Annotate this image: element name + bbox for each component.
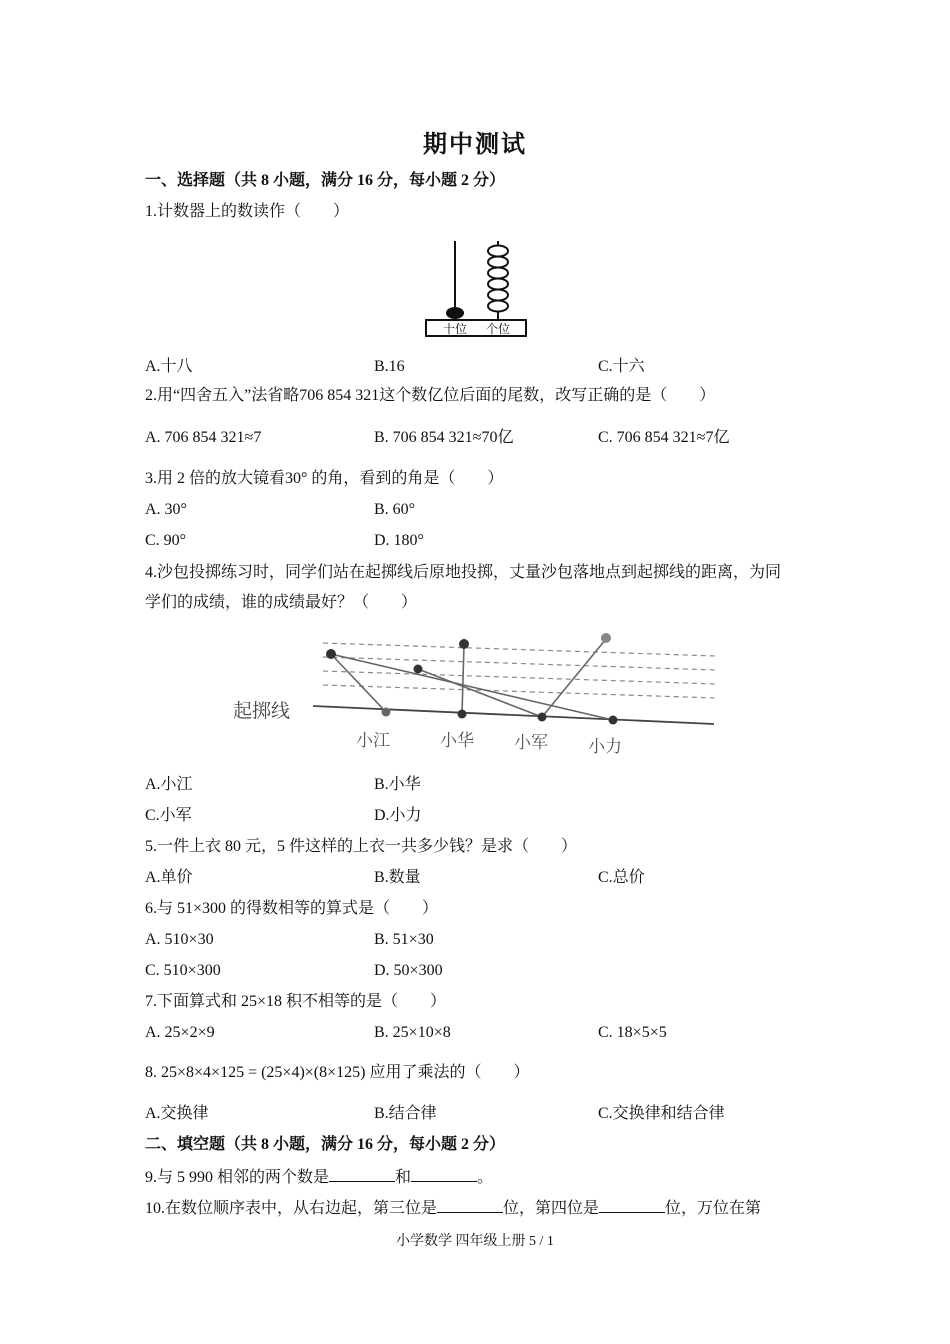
q3-option-c: C. 90° bbox=[145, 532, 187, 549]
question-2-stem: 2.用“四舍五入”法省略706 854 321这个数亿位后面的尾数，改写正确的是（ ） bbox=[145, 387, 716, 404]
question-8-stem: 8. 25×8×4×125 = (25×4)×(8×125) 应用了乘法的（ ） bbox=[145, 1064, 530, 1081]
page-footer: 小学数学 四年级上册 5 / 1 bbox=[396, 1234, 554, 1249]
throw-line-label: 起掷线 bbox=[233, 700, 291, 722]
abacus-bead-ones bbox=[488, 279, 508, 290]
q5-option-c: C.总价 bbox=[598, 869, 645, 886]
section1-heading: 一、选择题（共 8 小题，满分 16 分，每小题 2 分） bbox=[145, 172, 506, 189]
question-3-stem: 3.用 2 倍的放大镜看30° 的角，看到的角是（ ） bbox=[145, 470, 504, 487]
q7-option-a: A. 25×2×9 bbox=[145, 1024, 215, 1041]
throw-origin-xiaoli bbox=[609, 716, 618, 725]
q4-option-c: C.小军 bbox=[145, 807, 192, 824]
throw-line bbox=[313, 706, 714, 724]
page-title: 期中测试 bbox=[423, 132, 527, 158]
landing-point-xiaojun bbox=[601, 633, 611, 643]
answer-blank[interactable] bbox=[411, 1165, 477, 1182]
question-10-text-a: 10.在数位顺序表中，从右边起，第三位是 bbox=[145, 1200, 438, 1217]
abacus-label-ones: 个位 bbox=[485, 322, 511, 336]
abacus-figure bbox=[420, 236, 532, 340]
question-9 bbox=[145, 1165, 493, 1189]
q6-option-b: B. 51×30 bbox=[374, 931, 434, 948]
throw-origin-xiaojun bbox=[538, 713, 547, 722]
q8-option-c: C.交换律和结合律 bbox=[598, 1105, 725, 1122]
q8-option-b: B.结合律 bbox=[374, 1105, 437, 1122]
throw-origin-xiaohua bbox=[458, 710, 467, 719]
question-10 bbox=[145, 1196, 761, 1220]
abacus-bead-ones bbox=[488, 257, 508, 268]
name-xiaojiang: 小江 bbox=[356, 731, 390, 751]
q7-option-c: C. 18×5×5 bbox=[598, 1024, 667, 1041]
abacus-bead-ones bbox=[488, 301, 508, 312]
q6-option-a: A. 510×30 bbox=[145, 931, 214, 948]
abacus-base bbox=[426, 320, 526, 336]
section2-heading: 二、填空题（共 8 小题，满分 16 分，每小题 2 分） bbox=[145, 1136, 506, 1153]
question-5-stem: 5.一件上衣 80 元，5 件这样的上衣一共多少钱？是求（ ） bbox=[145, 838, 578, 855]
name-xiaoli: 小力 bbox=[588, 737, 622, 757]
throw-path-xiaojiang-distance bbox=[331, 654, 613, 720]
question-4-stem-line1: 4.沙包投掷练习时，同学们站在起掷线后原地投掷，丈量沙包落地点到起掷线的距离，为同 bbox=[145, 564, 782, 581]
throw-origin-xiaojiang bbox=[382, 708, 391, 717]
q1-option-c: C.十六 bbox=[598, 358, 645, 375]
landing-point-xiaojiang bbox=[326, 649, 336, 659]
question-7-stem: 7.下面算式和 25×18 积不相等的是（ ） bbox=[145, 993, 447, 1010]
q3-option-b: B. 60° bbox=[374, 501, 416, 518]
q6-option-d: D. 50×300 bbox=[374, 962, 443, 979]
abacus-bead-ones bbox=[488, 246, 508, 257]
q2-option-a: A. 706 854 321≈7 bbox=[145, 429, 262, 446]
q8-option-a: A.交换律 bbox=[145, 1105, 209, 1122]
throw-path-xiaohua bbox=[462, 645, 464, 714]
answer-blank[interactable] bbox=[599, 1196, 665, 1213]
answer-blank[interactable] bbox=[437, 1196, 503, 1213]
q1-option-a: A.十八 bbox=[145, 358, 193, 375]
q7-option-b: B. 25×10×8 bbox=[374, 1024, 451, 1041]
q6-option-c: C. 510×300 bbox=[145, 962, 221, 979]
q4-option-b: B.小华 bbox=[374, 776, 421, 793]
question-10-text-c: 位，万位在第 bbox=[665, 1200, 762, 1217]
question-6-stem: 6.与 51×300 的得数相等的算式是（ ） bbox=[145, 900, 439, 917]
abacus-bead-ones bbox=[488, 290, 508, 301]
name-xiaohua: 小华 bbox=[440, 731, 474, 751]
question-9-text-b: 和 bbox=[395, 1169, 412, 1186]
throw-path-xiaojiang bbox=[331, 654, 386, 712]
q2-option-b: B. 706 854 321≈70亿 bbox=[374, 429, 514, 446]
throw-figure bbox=[228, 628, 720, 762]
q3-option-a: A. 30° bbox=[145, 501, 187, 518]
question-10-text-b: 位，第四位是 bbox=[503, 1200, 600, 1217]
q1-option-b: B.16 bbox=[374, 358, 405, 375]
question-9-text-c: 。 bbox=[477, 1169, 494, 1186]
q4-option-d: D.小力 bbox=[374, 807, 422, 824]
q5-option-a: A.单价 bbox=[145, 869, 193, 886]
name-xiaojun: 小军 bbox=[514, 733, 548, 753]
abacus-bead-ones bbox=[488, 268, 508, 279]
question-4-stem-line2: 学们的成绩，谁的成绩最好？（ ） bbox=[145, 594, 418, 611]
q4-option-a: A.小江 bbox=[145, 776, 193, 793]
landing-point-xiaohua bbox=[459, 639, 469, 649]
question-1-stem: 1.计数器上的数读作（ ） bbox=[145, 203, 350, 220]
landing-point-xiaoli bbox=[414, 665, 423, 674]
answer-blank[interactable] bbox=[329, 1165, 395, 1182]
abacus-label-tens: 十位 bbox=[442, 322, 468, 336]
q3-option-d: D. 180° bbox=[374, 532, 424, 549]
question-9-text-a: 9.与 5 990 相邻的两个数是 bbox=[145, 1169, 330, 1186]
abacus-bead-tens bbox=[446, 307, 464, 319]
q2-option-c: C. 706 854 321≈7亿 bbox=[598, 429, 730, 446]
q5-option-b: B.数量 bbox=[374, 869, 421, 886]
